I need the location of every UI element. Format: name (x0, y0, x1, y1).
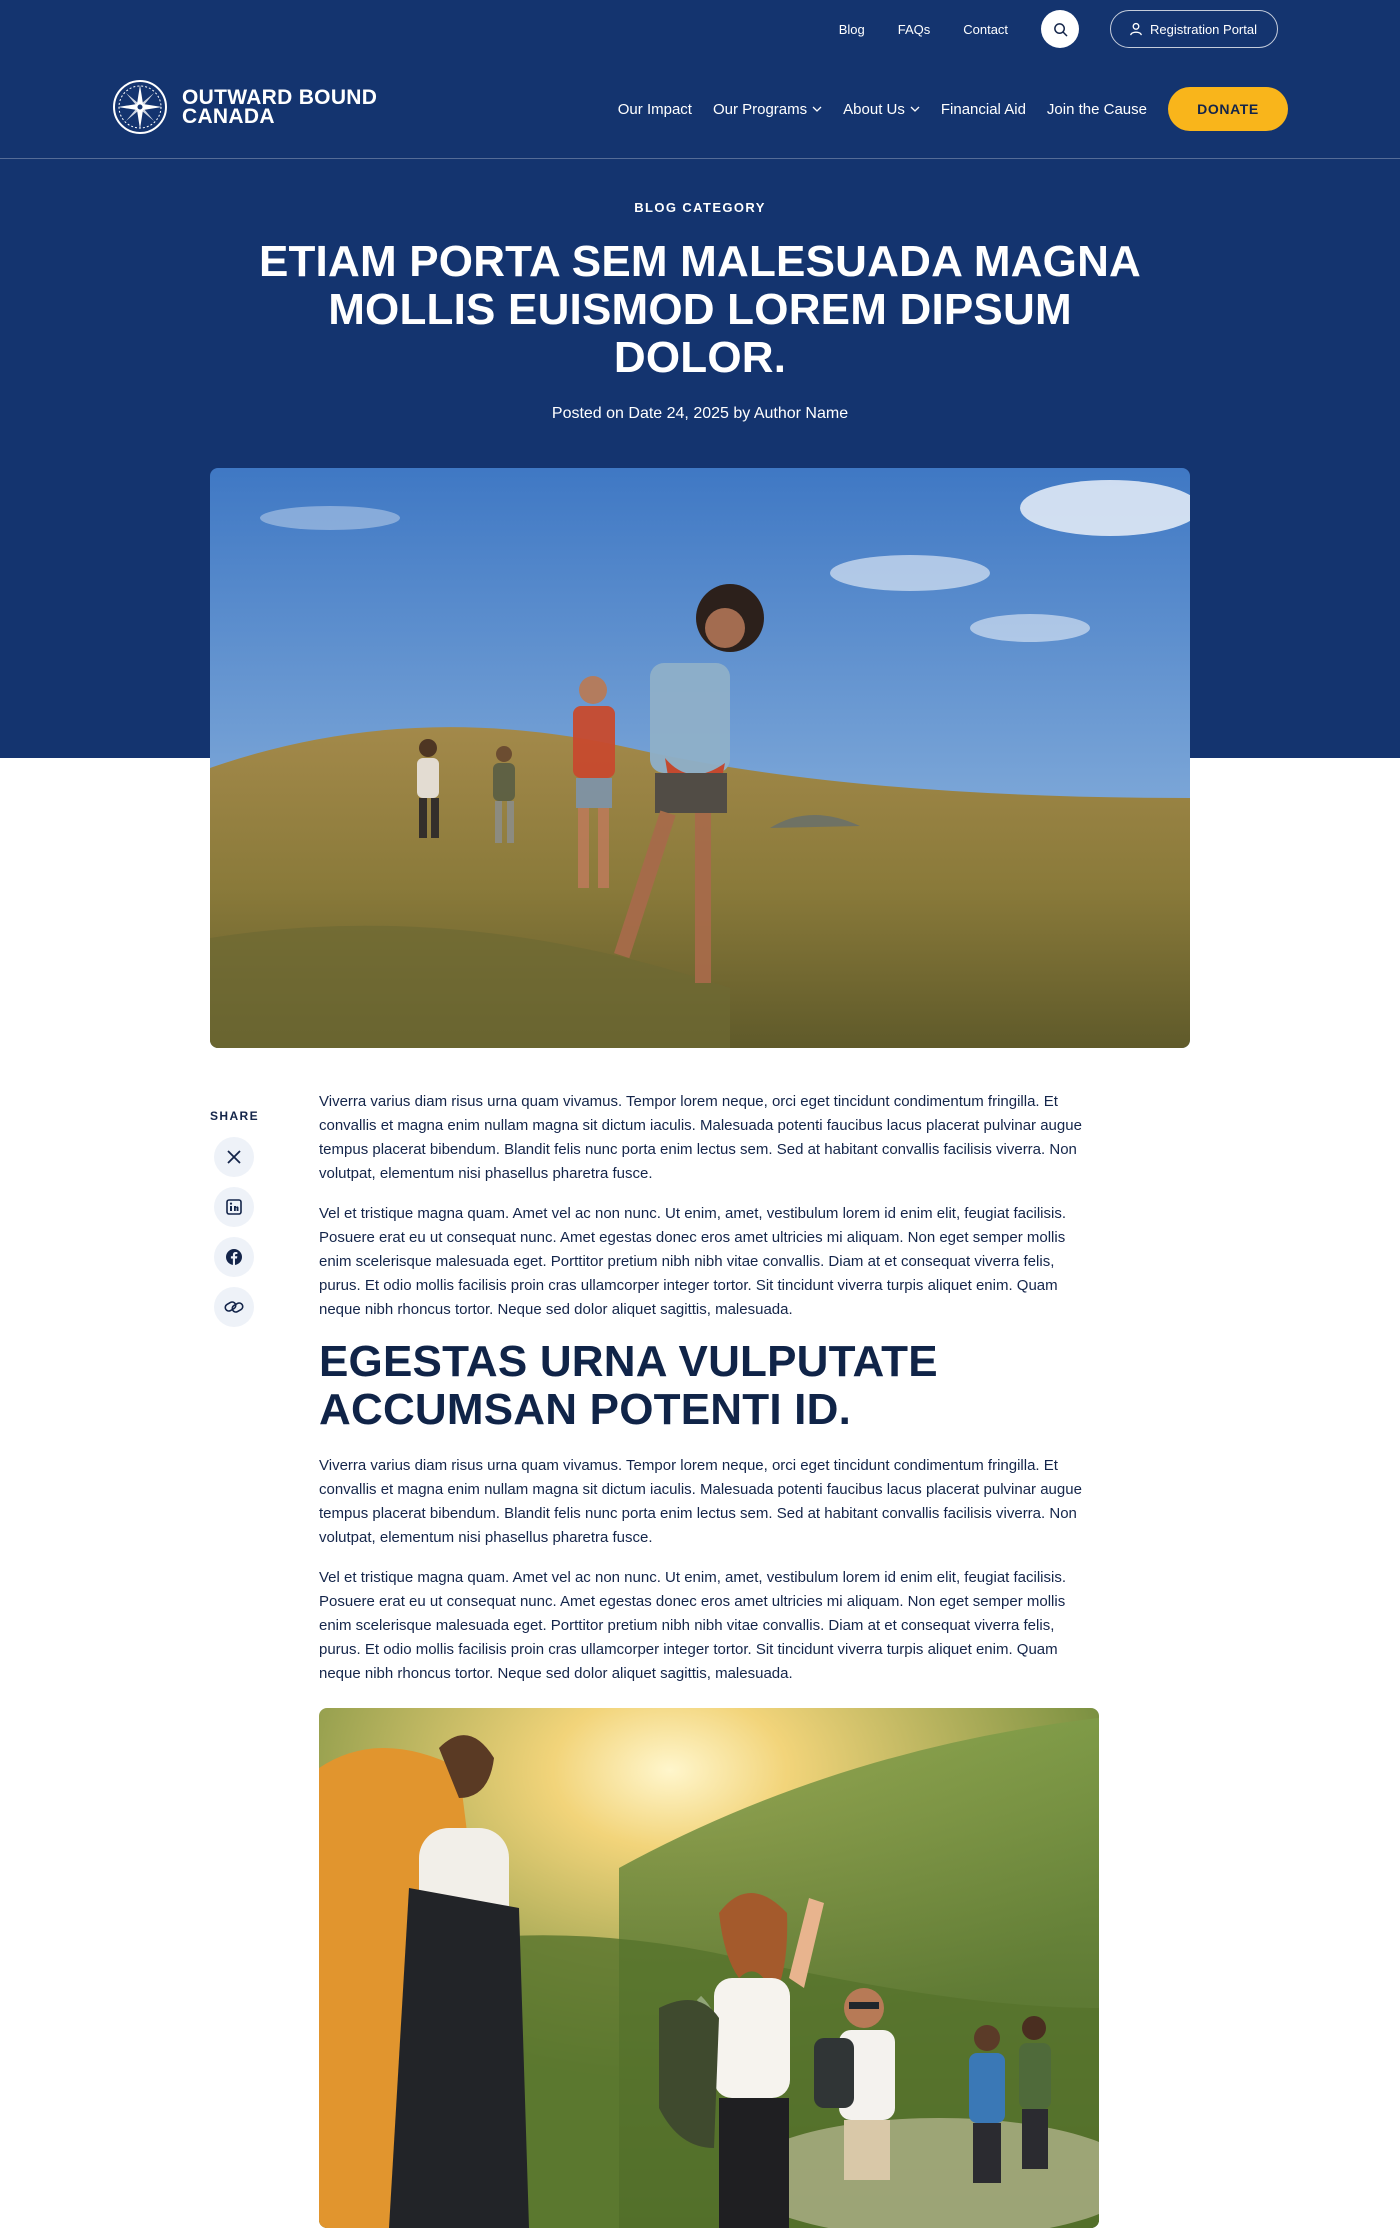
share-x-button[interactable] (214, 1137, 254, 1177)
facebook-icon (225, 1248, 243, 1266)
search-button[interactable] (1041, 10, 1079, 48)
blog-category[interactable]: BLOG CATEGORY (634, 200, 766, 215)
article-paragraph: Vel et tristique magna quam. Amet vel ac non nunc. Ut enim, amet, vestibulum lorem id enim elit, feugiat facilisis. Posuere erat eu ut consequat nunc. Amet egestas donec eros amet ultricies mi aliquam. Non eget semper mollis enim scelerisque malesuada eget. Porttitor pretium nibh nibh vitae convallis. Diam at et consequat viverra felis, purus. Et odio mollis facilisis proin cras ullamcorper integer tortor. Sit tincidunt viverra turpis aliquet enim. Quam neque nibh rhoncus tortor. Neque sed dolor aliquet sagittis, malesuada. (319, 1569, 1067, 1682)
nav-item-label: About Us (843, 100, 905, 118)
link-icon (224, 1299, 244, 1315)
share-label: SHARE (210, 1109, 260, 1123)
x-icon (226, 1149, 242, 1165)
nav-item-financial-aid[interactable] (941, 101, 1026, 118)
share-linkedin-button[interactable] (214, 1187, 254, 1227)
registration-portal-label: Registration Portal (1150, 21, 1257, 37)
article-body (319, 1090, 1099, 1702)
brand-name (182, 88, 377, 126)
brand-logo[interactable] (112, 79, 377, 135)
nav-item-join-the-cause[interactable] (1047, 101, 1147, 118)
nav-divider (0, 158, 1400, 159)
nav-item-label: Financial Aid (940, 100, 1026, 118)
user-icon (1129, 22, 1143, 36)
compass-icon (112, 79, 168, 135)
nav-item-label: Join the Cause (1046, 100, 1147, 118)
nav-item-our-programs[interactable] (713, 101, 822, 118)
post-meta: Posted on Date 24, 2025 by Author Name (551, 405, 849, 422)
registration-portal-button[interactable] (1110, 10, 1278, 48)
share-facebook-button[interactable] (214, 1237, 254, 1277)
chevron-down-icon (812, 106, 822, 112)
nav-item-our-impact[interactable] (618, 101, 692, 118)
article-paragraph: Viverra varius diam risus urna quam vivamus. Tempor lorem neque, orci eget tincidunt condimentum fringilla. Et convallis et magna enim nullam magna sit dictum iaculis. Malesuada potenti faucibus lacus placerat pulvinar augue tempus placerat bibendum. Blandit felis nunc porta enim lectus sem. Sed at habitant convallis facilisis viverra. Non volutpat, elementum nisi phasellus pharetra fusce. (319, 1457, 1082, 1546)
article-paragraph: Viverra varius diam risus urna quam vivamus. Tempor lorem neque, orci eget tincidunt condimentum fringilla. Et convallis et magna enim nullam magna sit dictum iaculis. Malesuada potenti faucibus lacus placerat pulvinar augue tempus placerat bibendum. Blandit felis nunc porta enim lectus sem. Sed at habitant convallis facilisis viverra. Non volutpat, elementum nisi phasellus pharetra fusce. (319, 1093, 1082, 1182)
utility-nav (839, 10, 1278, 48)
util-link-blog[interactable]: Blog (838, 21, 865, 37)
nav-item-about-us[interactable] (843, 101, 920, 118)
nav-item-label: Our Impact (617, 100, 692, 118)
search-icon (1053, 22, 1068, 37)
main-nav (618, 87, 1288, 131)
brand-line1: OUTWARD BOUND (182, 86, 378, 109)
hero-image (210, 468, 1190, 1048)
article-paragraph: Vel et tristique magna quam. Amet vel ac non nunc. Ut enim, amet, vestibulum lorem id enim elit, feugiat facilisis. Posuere erat eu ut consequat nunc. Amet egestas donec eros amet ultricies mi aliquam. Non eget semper mollis enim scelerisque malesuada eget. Porttitor pretium nibh nibh vitae convallis. Diam at et consequat viverra felis, purus. Et odio mollis facilisis proin cras ullamcorper integer tortor. Sit tincidunt viverra turpis aliquet enim. Quam neque nibh rhoncus tortor. Neque sed dolor aliquet sagittis, malesuada. (319, 1205, 1067, 1318)
donate-button[interactable]: DONATE (1168, 87, 1288, 131)
article-image (319, 1708, 1099, 2228)
brand-line2: CANADA (182, 105, 275, 128)
util-link-contact[interactable]: Contact (963, 21, 1009, 37)
chevron-down-icon (910, 106, 920, 112)
nav-item-label: Our Programs (712, 100, 808, 118)
page-title: ETIAM PORTA SEM MALESUADA MAGNA MOLLIS EUISMOD LOREM DIPSUM DOLOR. (258, 237, 1142, 382)
share-link-button[interactable] (214, 1287, 254, 1327)
linkedin-icon (226, 1199, 242, 1215)
article-heading: EGESTAS URNA VULPUTATE ACCUMSAN POTENTI ID. (319, 1337, 938, 1434)
util-link-faqs[interactable]: FAQs (897, 21, 931, 37)
